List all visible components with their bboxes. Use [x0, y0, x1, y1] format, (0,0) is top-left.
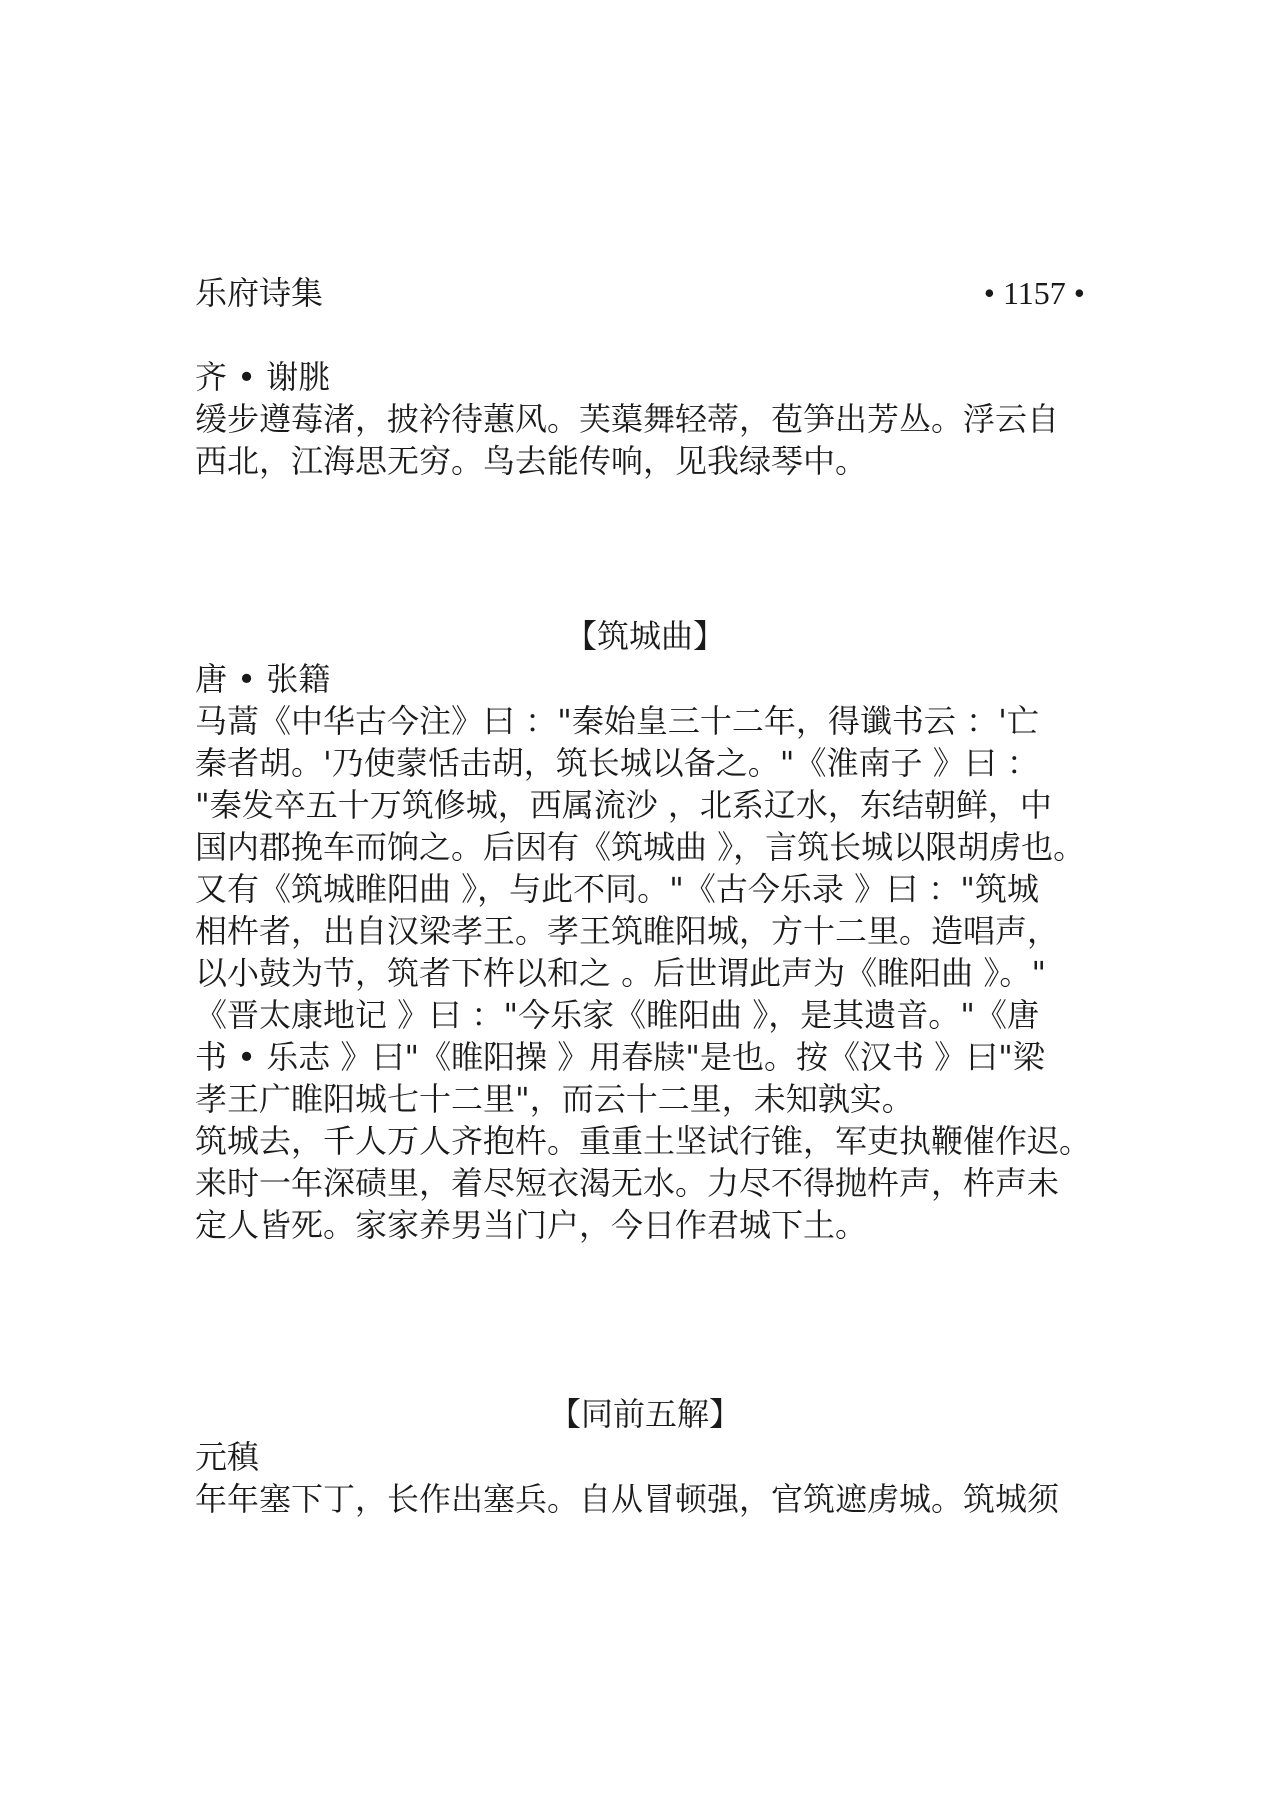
preface-line: 以小鼓为节，筑者下杵以和之 。后世谓此声为《睢阳曲 》。": [195, 954, 1047, 992]
poem-section-xie-tiao: [195, 356, 1095, 482]
poem-line: 定人皆死。家家养男当门户，今日作君城下土。: [195, 1206, 868, 1244]
page-header: [195, 268, 1085, 318]
preface-line: "秦发卒五十万筑修城，西属流沙 ，北系辽水，东结朝鲜，中: [195, 786, 1052, 824]
poem-line: 缓步遵莓渚，披衿待蕙风。芙蕖舞轻蒂，苞笋出芳丛。浮云自: [195, 400, 1060, 438]
poem-line: 年年塞下丁，长作出塞兵。自从冒顿强，官筑遮虏城。筑城须: [195, 1480, 1060, 1518]
preface-line: 书 • 乐志 》曰"《睢阳操 》用春牍"是也。按《汉书 》曰"梁: [195, 1038, 1045, 1076]
poem-section-tong-qian-wu-jie: [195, 1392, 1095, 1520]
page-number: • 1157 •: [983, 275, 1085, 311]
poem-line: 西北，江海思无穷。鸟去能传响，见我绿琴中。: [195, 442, 868, 480]
document-page: [195, 0, 1095, 1795]
poem-author: 齐 • 谢朓: [195, 358, 331, 396]
preface-line: 《晋太康地记 》曰 ："今乐家《睢阳曲 》，是其遗音。"《唐: [195, 996, 1039, 1034]
poem-author: 元稹: [195, 1438, 260, 1476]
preface-line: 又有《筑城睢阳曲 》，与此不同。"《古今乐录 》曰 ："筑城: [195, 870, 1039, 908]
poem-line: 筑城去，千人万人齐抱杵。重重土坚试行锥，军吏执鞭催作迟。: [195, 1122, 1092, 1160]
poem-line: 来时一年深碛里，着尽短衣渴无水。力尽不得抛杵声，杵声未: [195, 1164, 1060, 1202]
preface-line: 秦者胡。'乃使蒙恬击胡，筑长城以备之。"《淮南子 》曰 ：: [195, 744, 1039, 782]
section-title: 【同前五解】: [548, 1395, 741, 1433]
poem-section-zhu-cheng-qu: [195, 614, 1095, 1246]
preface-line: 相杵者，出自汉梁孝王。孝王筑睢阳城，方十二里。造唱声，: [195, 912, 1060, 950]
preface-line: 马蒿《中华古今注》曰 ："秦始皇三十二年，得谶书云 ：'亡: [195, 702, 1039, 740]
preface-line: 孝王广睢阳城七十二里"，而云十二里，未知孰实。: [195, 1080, 914, 1118]
preface-line: 国内郡挽车而饷之。后因有《筑城曲 》，言筑长城以限胡虏也。: [195, 828, 1086, 866]
book-title: 乐府诗集: [195, 274, 324, 312]
poem-author: 唐 • 张籍: [195, 660, 331, 698]
section-title: 【筑城曲】: [564, 617, 725, 655]
